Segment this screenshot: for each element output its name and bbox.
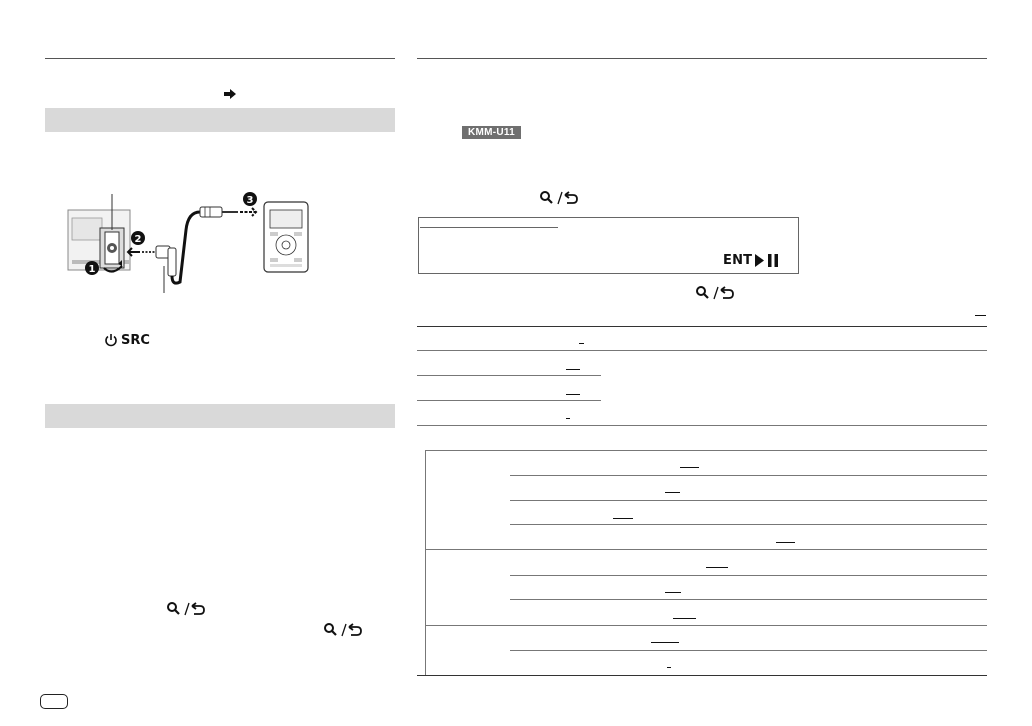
model-badge: KMM-U11 [462,126,521,139]
arrow-right-icon [224,86,236,104]
sub-row-divider [510,475,987,476]
default-marker [667,667,671,668]
power-icon [104,333,118,352]
default-marker [975,315,986,316]
search-back-icon [323,622,363,643]
default-marker [566,418,570,419]
group-divider [425,549,987,550]
sub-row-divider [510,575,987,576]
page-number-tab [40,694,68,709]
connection-diagram [60,190,320,295]
note-box-tab [420,217,558,228]
table-row-divider [417,375,601,376]
table-row-divider [417,425,987,426]
ent-button-label: ENT [723,253,753,268]
default-marker [651,642,679,643]
search-back-icon [539,190,579,211]
svg-text:3: 3 [246,195,254,206]
default-marker [706,567,728,568]
search-back-icon [166,601,206,622]
svg-text:2: 2 [134,234,142,245]
src-button-label: SRC [121,333,150,348]
section-header-band-2 [45,404,395,428]
sub-row-divider [510,599,987,600]
group-left-edge [425,450,426,675]
table-bottom-rule [417,675,987,676]
right-top-rule [417,58,987,59]
table-row-divider [417,400,601,401]
default-marker [673,618,696,619]
default-marker [566,369,580,370]
default-marker [680,467,699,468]
sub-row-divider [510,650,987,651]
play-pause-icon [755,254,779,272]
default-marker [665,492,680,493]
default-marker [579,343,584,344]
section-header-band-1 [45,108,395,132]
default-marker [776,542,795,543]
sub-row-divider [510,524,987,525]
search-back-icon [695,285,735,306]
group-top-rule [425,450,987,451]
sub-row-divider [510,500,987,501]
default-marker [566,394,580,395]
table-top-rule [417,326,987,327]
group-divider [425,625,987,626]
table-row-divider [417,350,987,351]
left-top-rule [45,58,395,59]
svg-text:1: 1 [88,264,96,275]
default-marker [665,592,681,593]
default-marker [613,518,633,519]
